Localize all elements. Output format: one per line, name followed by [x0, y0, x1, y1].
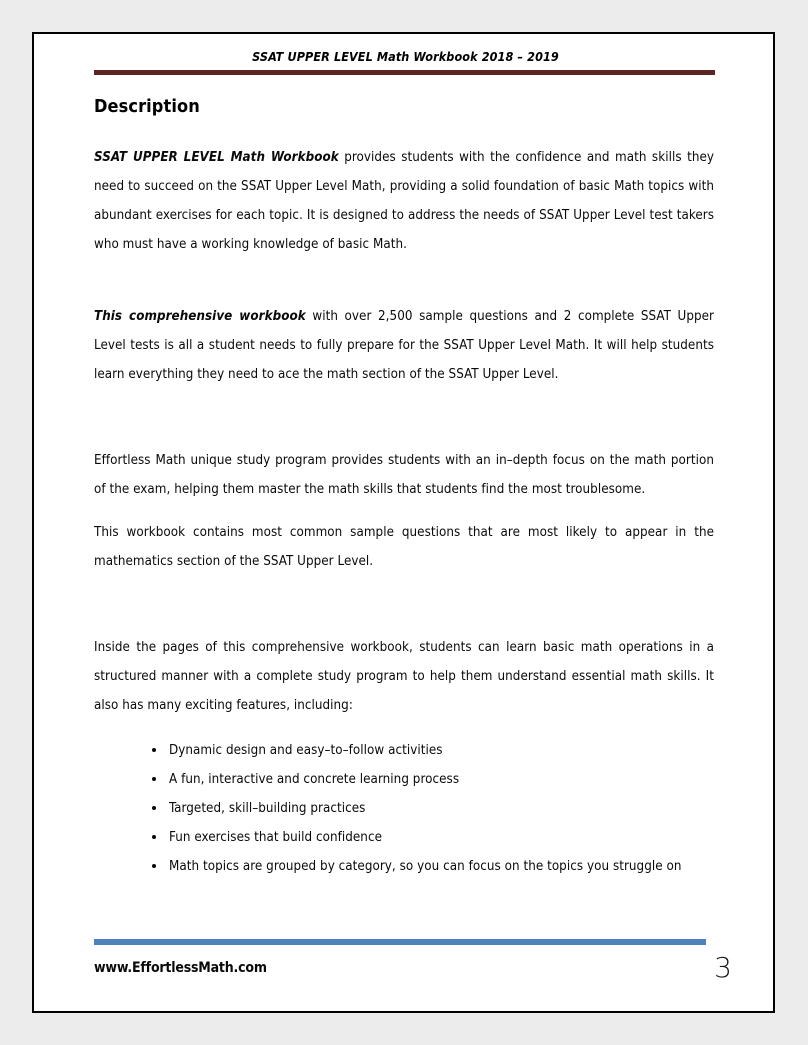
- footer-divider-rule: [94, 939, 706, 945]
- paragraph-2-body: with over 2,500 sample questions and 2 complete SSAT Upper Level tests is all a student needs to fully prepare for the SSAT Upper Level Math. It will help students learn everything they need to ace the math section of the SSAT Upper Level.: [94, 309, 715, 382]
- paragraph-spacer: [94, 576, 714, 619]
- paragraph-1-lead: SSAT UPPER LEVEL Math Workbook: [94, 150, 339, 165]
- document-page: [32, 32, 775, 1013]
- header-title: SSAT UPPER LEVEL Math Workbook 2018 – 2019: [252, 49, 559, 64]
- footer-website-link[interactable]: www.EffortlessMath.com: [94, 960, 267, 976]
- paragraph-1: [94, 143, 714, 259]
- page-number: 3: [714, 951, 732, 984]
- paragraph-4: This workbook contains most common sample questions that are most likely to appear in the mathematics section of the SSAT Upper Level.: [94, 525, 714, 569]
- bullet-dot-icon: [152, 806, 156, 810]
- list-item-label: Targeted, skill–building practices: [169, 801, 366, 816]
- list-item-label: Math topics are grouped by category, so you can focus on the topics you struggle on: [169, 859, 682, 874]
- bullet-dot-icon: [152, 864, 156, 868]
- paragraph-3: Effortless Math unique study program provides students with an in–depth focus on the math portion of the exam, helping them master the math skills that students find the most troublesome.: [94, 453, 714, 497]
- paragraph-2-lead: This comprehensive workbook: [94, 309, 306, 324]
- section-heading-description: Description: [94, 96, 200, 117]
- footer-row: [94, 951, 732, 997]
- bullet-dot-icon: [152, 777, 156, 781]
- paragraph-spacer: [94, 619, 714, 633]
- paragraph-spacer: [94, 389, 714, 432]
- header-divider-rule: [94, 70, 715, 75]
- list-item: [94, 736, 714, 765]
- bullet-dot-icon: [152, 835, 156, 839]
- list-item-label: A fun, interactive and concrete learning process: [169, 772, 460, 787]
- list-item: [94, 794, 714, 823]
- list-item: [94, 823, 714, 852]
- bullet-dot-icon: [152, 748, 156, 752]
- paragraph-spacer: [94, 504, 714, 518]
- list-item: [94, 852, 714, 881]
- page-header: [94, 49, 717, 75]
- paragraph-2: [94, 302, 714, 389]
- paragraph-1-body: provides students with the confidence and math skills they need to succeed on the SSAT Upper Level Math, providing a solid foundation of basic Math topics with abundant exercises for each topic. It is designed to address the needs of SSAT Upper Level test takers who must have a working knowledge of basic Math.: [94, 150, 714, 252]
- paragraph-5: Inside the pages of this comprehensive workbook, students can learn basic math operations in a structured manner with a complete study program to help them understand essential math skills. It also has many exciting features, including:: [94, 640, 714, 713]
- paragraph-spacer: [94, 259, 714, 302]
- page-content: [94, 96, 714, 881]
- page-footer: [94, 939, 732, 997]
- list-item: [94, 765, 714, 794]
- paragraph-spacer: [94, 432, 714, 446]
- feature-bullet-list: [94, 736, 714, 881]
- list-item-label: Dynamic design and easy–to–follow activities: [169, 743, 443, 758]
- list-item-label: Fun exercises that build confidence: [169, 830, 382, 845]
